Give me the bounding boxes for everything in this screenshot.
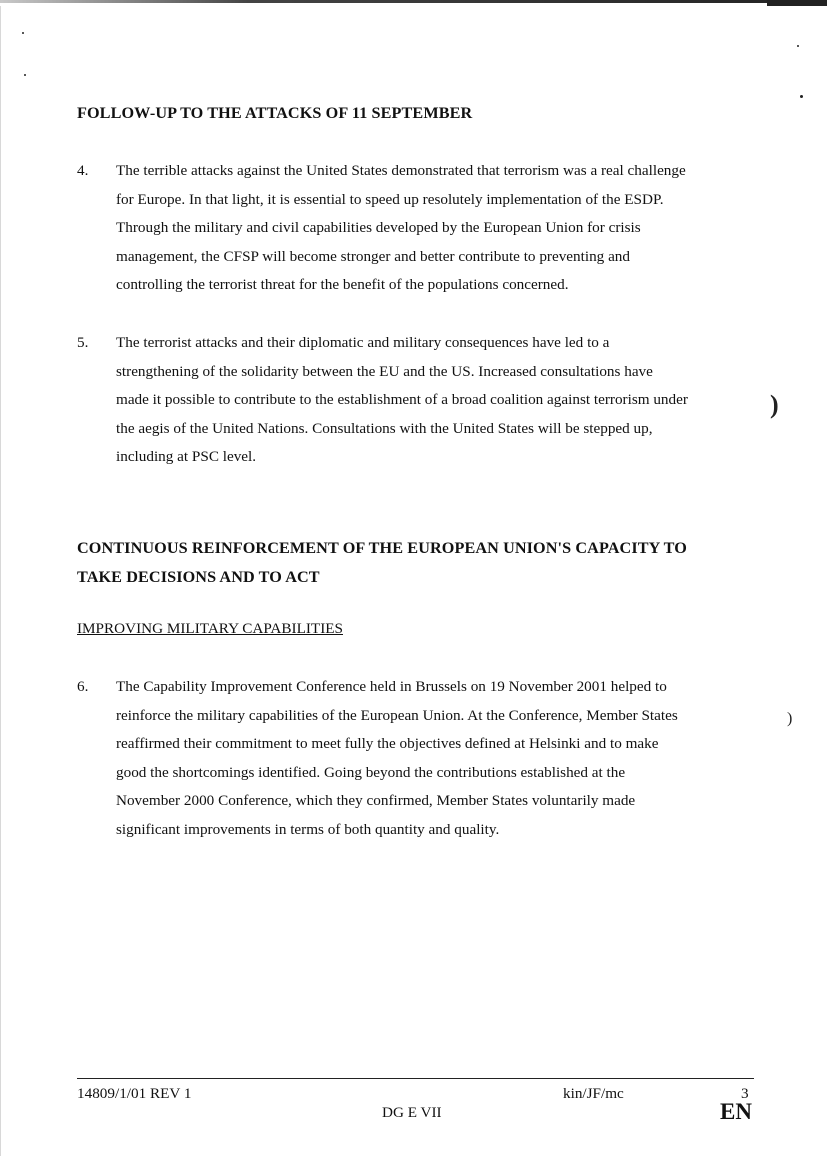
paragraph-number: 4. (77, 162, 89, 179)
scan-speck (24, 74, 26, 76)
paragraph-line: November 2000 Conference, which they confirmed, Member States voluntarily made (116, 792, 636, 810)
footer-initials: kin/JF/mc (563, 1085, 624, 1102)
paragraph-line: reinforce the military capabilities of the European Union. At the Conference, Member States (116, 706, 678, 724)
paragraph-line: The terrible attacks against the United States demonstrated that terrorism was a real challenge (116, 162, 686, 179)
paragraph-body (116, 157, 767, 300)
paragraph-line: The terrorist attacks and their diplomatic and military consequences have led to a (116, 334, 610, 351)
paragraph-line: Through the military and civil capabilities developed by the European Union for crisis (116, 219, 641, 237)
paragraph-line: significant improvements in terms of both quantity and quality. (116, 820, 500, 838)
left-scan-edge (0, 6, 1, 1156)
heading-line: CONTINUOUS REINFORCEMENT OF THE EUROPEAN UNION'S CAPACITY TO (77, 539, 687, 557)
paragraph-6 (77, 673, 767, 845)
section-heading-follow-up: FOLLOW-UP TO THE ATTACKS OF 11 SEPTEMBER (77, 104, 473, 122)
paragraph-body (116, 673, 767, 845)
scan-speck (800, 95, 803, 98)
footer-page-number: 3 (741, 1085, 749, 1102)
subheading-military-capabilities: IMPROVING MILITARY CAPABILITIES (77, 620, 343, 637)
heading-line: TAKE DECISIONS AND TO ACT (77, 567, 320, 586)
top-scan-rule-tail (767, 0, 827, 6)
scan-speck (22, 32, 24, 34)
paragraph-body (116, 329, 767, 472)
footer-rule (77, 1078, 754, 1079)
footer-language: EN (720, 1099, 752, 1124)
paragraph-line: good the shortcomings identified. Going beyond the contributions established at the (116, 763, 626, 781)
paragraph-line: including at PSC level. (116, 448, 257, 466)
paragraph-line: controlling the terrorist threat for the benefit of the populations concerned. (116, 276, 569, 294)
paragraph-line: strengthening of the solidarity between the EU and the US. Increased consultations have (116, 362, 653, 380)
paragraph-4 (77, 157, 767, 300)
footer-directorate: DG E VII (382, 1104, 442, 1121)
paragraph-line: for Europe. In that light, it is essential to speed up resolutely implementation of the ESDP. (116, 190, 664, 208)
paragraph-line: reaffirmed their commitment to meet fully the objectives defined at Helsinki and to make (116, 735, 659, 753)
top-scan-rule (0, 0, 827, 3)
footer-doc-ref: 14809/1/01 REV 1 (77, 1085, 192, 1102)
paragraph-line: the aegis of the United Nations. Consultations with the United States will be stepped up, (116, 419, 653, 437)
paragraph-line: management, the CFSP will become stronger and better contribute to preventing and (116, 247, 630, 265)
section-heading-reinforcement (77, 534, 687, 591)
paragraph-number: 5. (77, 334, 89, 351)
scan-speck (797, 45, 799, 47)
paragraph-5 (77, 329, 767, 472)
paragraph-line: made it possible to contribute to the establishment of a broad coalition against terrorism under (116, 391, 688, 409)
margin-bracket-mark: ) (787, 710, 793, 727)
paragraph-number: 6. (77, 678, 89, 695)
paragraph-line: The Capability Improvement Conference held in Brussels on 19 November 2001 helped to (116, 678, 667, 695)
margin-bracket-mark: ) (770, 390, 779, 419)
